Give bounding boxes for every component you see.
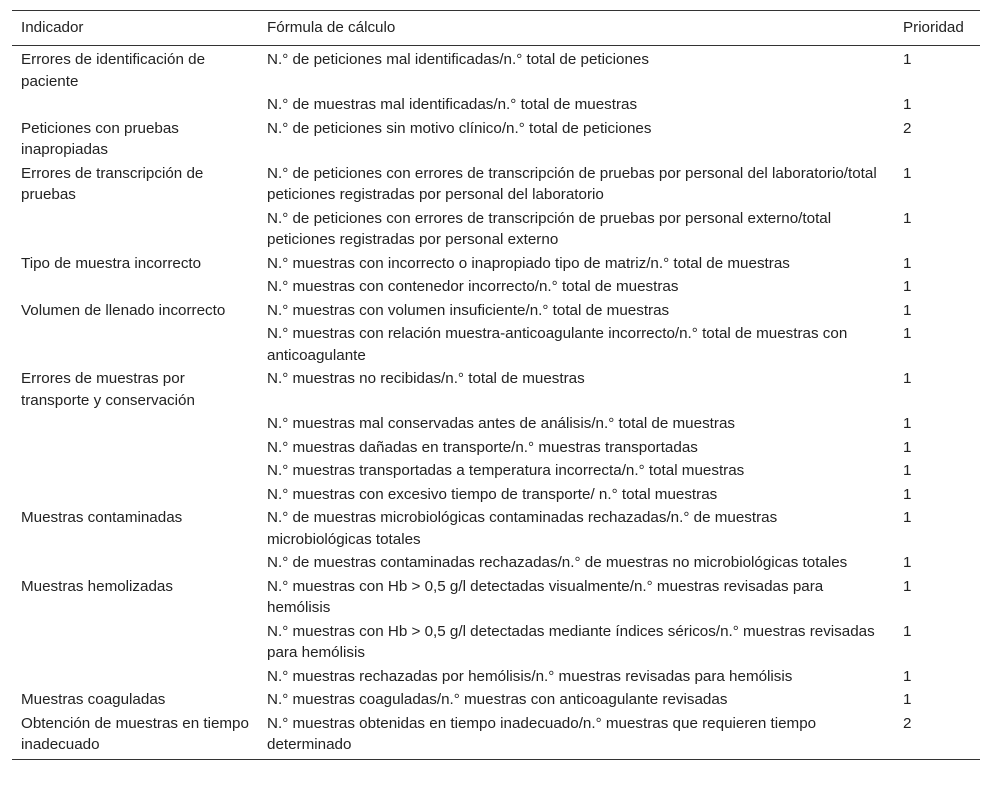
table-row <box>12 436 980 460</box>
cell-formula: N.° muestras con incorrecto o inapropiado tipo de matriz/n.° total de muestras <box>267 254 790 272</box>
table-row <box>12 252 980 276</box>
cell-formula: N.° muestras con relación muestra-anticoagulante incorrecto/n.° total de muestras con anticoagulante <box>267 325 848 364</box>
cell-priority: 2 <box>894 712 980 760</box>
cell-indicator <box>12 665 258 689</box>
header-priority: Prioridad <box>894 11 980 46</box>
table-row <box>12 322 980 367</box>
cell-indicator: Obtención de muestras en tiempo inadecuado <box>12 712 258 760</box>
cell-formula: N.° de peticiones sin motivo clínico/n.° total de peticiones <box>267 119 652 137</box>
cell-indicator: Errores de identificación de paciente <box>21 51 206 90</box>
cell-priority: 1 <box>903 485 912 503</box>
header-row <box>12 11 980 46</box>
cell-formula: N.° muestras con contenedor incorrecto/n.° total de muestras <box>267 278 679 295</box>
cell-priority: 1 <box>903 51 912 68</box>
cell-indicator: Volumen de llenado incorrecto <box>21 301 226 319</box>
cell-formula: N.° muestras obtenidas en tiempo inadecuado/n.° muestras que requieren tiempo determinado <box>258 712 894 760</box>
cell-formula: N.° muestras no recibidas/n.° total de muestras <box>267 370 585 387</box>
table-row <box>12 367 980 412</box>
cell-formula: N.° de muestras contaminadas rechazadas/n.° de muestras no microbiológicas totales <box>267 554 848 571</box>
cell-indicator <box>12 207 258 252</box>
cell-formula: N.° muestras dañadas en transporte/n.° muestras transportadas <box>267 438 698 456</box>
table-row <box>12 412 980 436</box>
table-row <box>12 620 980 665</box>
cell-indicator <box>12 412 258 436</box>
cell-indicator <box>12 275 258 299</box>
cell-indicator: Tipo de muestra incorrecto <box>21 254 202 272</box>
cell-formula: N.° muestras con volumen insuficiente/n.° total de muestras <box>267 301 670 319</box>
table-row <box>12 575 980 620</box>
header-indicator: Indicador <box>12 11 258 46</box>
indicators-table-container <box>12 10 980 760</box>
cell-priority: 1 <box>903 254 912 272</box>
cell-formula: N.° de peticiones con errores de transcripción de pruebas por personal del laboratorio/total peticiones registradas por personal del laboratorio <box>267 164 877 203</box>
cell-priority: 1 <box>903 509 912 526</box>
cell-priority: 1 <box>903 164 912 182</box>
cell-priority: 1 <box>903 96 912 113</box>
cell-formula: N.° muestras con Hb > 0,5 g/l detectadas visualmente/n.° muestras revisadas para hemólisis <box>267 577 824 616</box>
cell-priority: 1 <box>903 278 912 295</box>
cell-formula: N.° de muestras mal identificadas/n.° total de muestras <box>267 96 638 113</box>
cell-priority: 1 <box>903 438 912 456</box>
cell-indicator <box>12 459 258 483</box>
cell-formula: N.° de muestras microbiológicas contaminadas rechazadas/n.° de muestras microbiológicas totales <box>267 509 778 548</box>
table-row <box>12 117 980 162</box>
cell-formula: N.° muestras coaguladas/n.° muestras con anticoagulante revisadas <box>267 691 728 708</box>
cell-priority: 1 <box>903 415 912 432</box>
cell-priority: 1 <box>903 667 912 685</box>
indicators-table <box>12 10 980 760</box>
cell-indicator: Muestras contaminadas <box>21 509 183 526</box>
table-row <box>12 46 980 94</box>
table-row <box>12 712 980 760</box>
table-header <box>12 11 980 46</box>
cell-indicator <box>12 322 258 367</box>
table-row <box>12 207 980 252</box>
cell-priority: 2 <box>903 119 912 137</box>
header-formula: Fórmula de cálculo <box>258 11 894 46</box>
cell-formula: N.° muestras transportadas a temperatura incorrecta/n.° total muestras <box>267 462 745 479</box>
cell-indicator <box>12 483 258 507</box>
cell-indicator: Muestras hemolizadas <box>21 577 173 595</box>
table-row <box>12 506 980 551</box>
cell-indicator: Peticiones con pruebas inapropiadas <box>21 119 179 158</box>
table-row <box>12 299 980 323</box>
cell-indicator <box>12 551 258 575</box>
cell-indicator <box>12 436 258 460</box>
cell-indicator: Errores de transcripción de pruebas <box>21 164 204 203</box>
cell-priority: 1 <box>903 301 912 319</box>
cell-formula: N.° muestras mal conservadas antes de análisis/n.° total de muestras <box>267 415 735 432</box>
table-row <box>12 162 980 207</box>
cell-formula: N.° muestras con Hb > 0,5 g/l detectadas mediante índices séricos/n.° muestras revisadas para hemólisis <box>267 622 875 661</box>
cell-indicator: Errores de muestras por transporte y conservación <box>21 370 195 409</box>
cell-priority: 1 <box>903 691 912 708</box>
cell-formula: N.° de peticiones mal identificadas/n.° total de peticiones <box>267 51 649 68</box>
cell-formula: N.° de peticiones con errores de transcripción de pruebas por personal externo/total peticiones registradas por personal externo <box>267 209 832 248</box>
table-row <box>12 93 980 117</box>
table-row <box>12 688 980 712</box>
cell-indicator <box>12 620 258 665</box>
cell-formula: N.° muestras rechazadas por hemólisis/n.° muestras revisadas para hemólisis <box>267 667 793 685</box>
cell-priority: 1 <box>903 325 912 342</box>
table-body <box>12 46 980 760</box>
cell-priority: 1 <box>903 209 912 227</box>
table-row <box>12 551 980 575</box>
table-row <box>12 275 980 299</box>
table-row <box>12 665 980 689</box>
table-row <box>12 483 980 507</box>
table-row <box>12 459 980 483</box>
cell-priority: 1 <box>903 370 912 387</box>
cell-indicator <box>12 93 258 117</box>
cell-formula: N.° muestras con excesivo tiempo de transporte/ n.° total muestras <box>267 485 718 503</box>
cell-indicator: Muestras coaguladas <box>21 691 166 708</box>
cell-priority: 1 <box>903 554 912 571</box>
cell-priority: 1 <box>903 462 912 479</box>
cell-priority: 1 <box>903 622 912 640</box>
cell-priority: 1 <box>903 577 912 595</box>
